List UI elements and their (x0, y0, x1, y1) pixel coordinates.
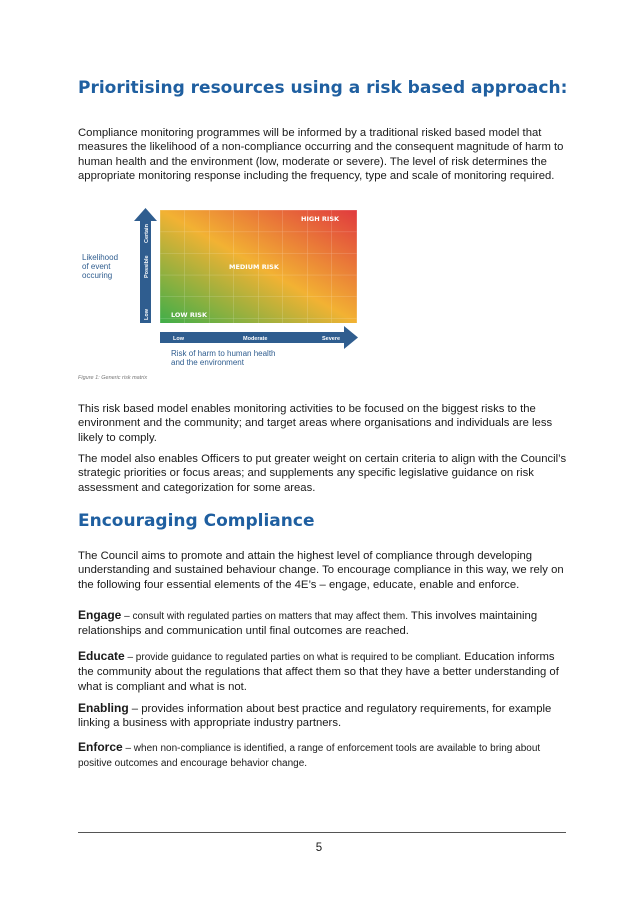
enforce-detail: – when non-compliance is identified, a range of enforcement tools are available to bring about positive outcomes and encourage behavior change. (78, 743, 541, 770)
zone-label-low: LOW RISK (171, 311, 208, 319)
x-axis-label-line1: Risk of harm to human health (171, 349, 276, 358)
zone-label-high: HIGH RISK (301, 215, 340, 223)
y-tick-possible: Possible (144, 255, 150, 278)
y-tick-low: Low (144, 309, 150, 320)
term-educate: Educate (78, 649, 125, 663)
x-tick-low: Low (173, 336, 184, 342)
zone-label-medium: MEDIUM RISK (229, 263, 279, 271)
educate-summary: – provide guidance to regulated parties on what is required to be compliant. (124, 652, 462, 663)
paragraph-enforce (78, 740, 568, 772)
term-engage: Engage (78, 608, 122, 622)
y-axis-label-line1: Likelihood (82, 253, 119, 262)
x-axis-label-line2: and the environment (171, 358, 244, 367)
footer-divider (78, 832, 566, 833)
term-enforce: Enforce (78, 740, 123, 754)
figure-caption: Figure 1: Generic risk matrix (78, 375, 148, 381)
term-enabling: Enabling (78, 701, 129, 715)
engage-summary: – consult with regulated parties on matters that may affect them. (121, 611, 408, 622)
educate-detail: Education informs the community about the regulations that affect them so that they have a better understanding of what is compliant and what is not. (78, 651, 559, 693)
section-heading-risk: Prioritising resources using a risk based approach: (78, 78, 568, 98)
paragraph-educate (78, 649, 568, 694)
y-tick-certain: Certain (144, 224, 150, 243)
paragraph-risk-model: Compliance monitoring programmes will be informed by a traditional risked based model that measures the likelihood of a non-compliance occurring and the consequent magnitude of harm to human health and the environment (low, moderate or severe). The level of risk determines the appropriate monitoring response including the frequency, type and scale of monitoring required. (78, 127, 564, 182)
x-tick-severe: Severe (322, 336, 341, 342)
risk-matrix-figure (78, 205, 378, 385)
y-axis-label-line2: of event (82, 262, 111, 271)
paragraph-risk-focus: This risk based model enables monitoring activities to be focused on the biggest risks to the environment and the community; and target areas where organisations and individuals are less likely to comply. (78, 403, 553, 444)
section-heading-compliance: Encouraging Compliance (78, 511, 315, 531)
enabling-detail: – provides information about best practice and regulatory requirements, for example linking a business with appropriate industry partners. (78, 703, 552, 730)
y-axis-label-line3: occuring (82, 271, 113, 280)
paragraph-engage (78, 608, 568, 639)
paragraph-officers-weight: The model also enables Officers to put greater weight on certain criteria to align with the Council’s strategic priorities or focus areas; and supplements any specific legislative guidance on risk assessment and categorization for some areas. (78, 453, 567, 494)
paragraph-compliance-intro: The Council aims to promote and attain the highest level of compliance through developing understanding and sustained behaviour change. To encourage compliance in this way, we rely on the following four essential elements of the 4E’s – engage, educate, enable and enforce. (78, 550, 564, 591)
page-number: 5 (315, 842, 323, 854)
engage-detail: This involves maintaining relationships and communication until final outcomes are reached. (78, 610, 538, 638)
x-tick-moderate: Moderate (243, 336, 268, 342)
paragraph-enabling (78, 701, 568, 731)
